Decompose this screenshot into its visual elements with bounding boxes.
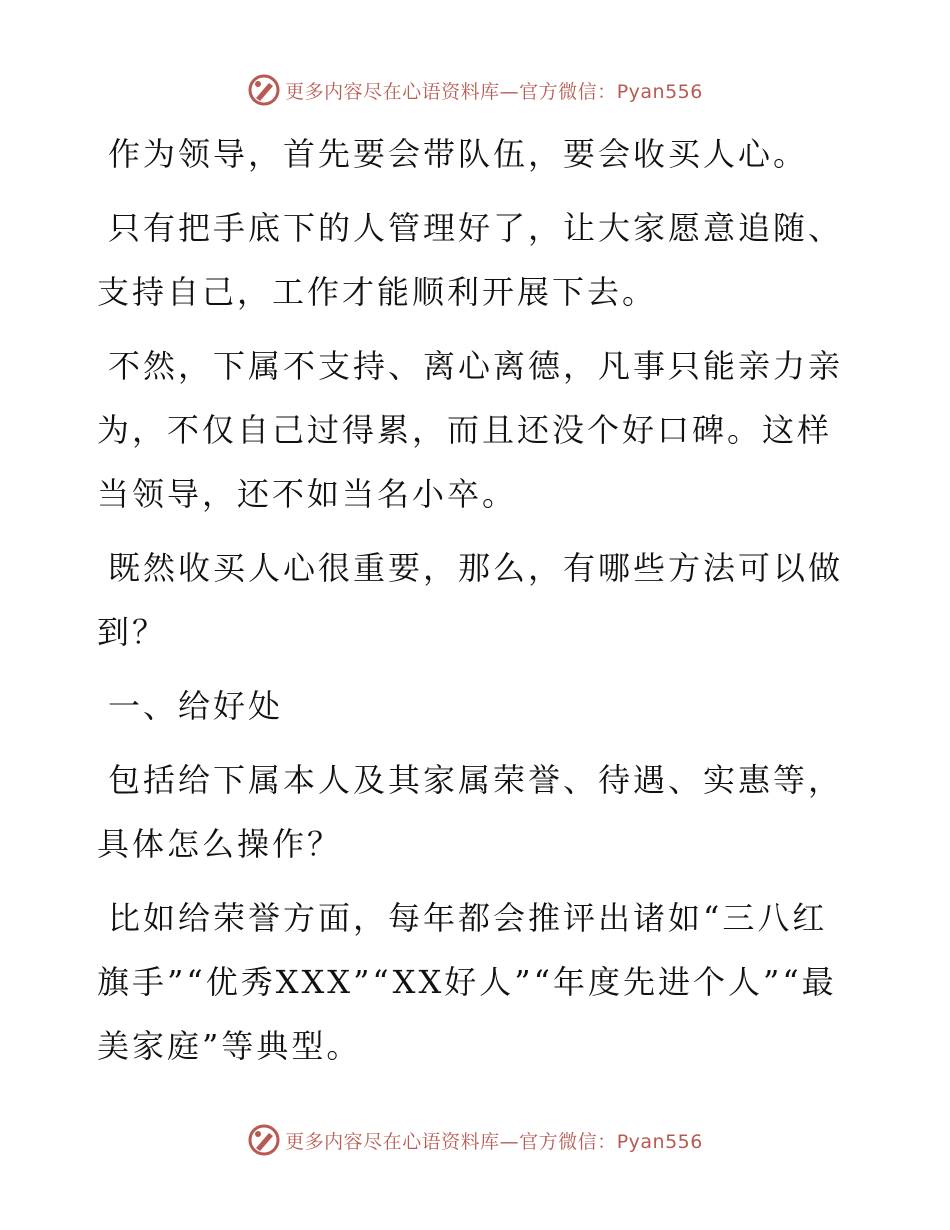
watermark-brand: 更多内容尽在心语资料库 [285,80,500,103]
pen-logo-icon [247,73,281,107]
paragraph: 比如给荣誉方面，每年都会推评出诸如“三八红旗手”“优秀XXX”“XX好人”“年度先进个人”“最美家庭”等典型。 [97,899,837,1065]
paragraph: 作为领导，首先要会带队伍，要会收买人心。 [108,135,809,173]
watermark-separator: — [499,80,520,103]
paragraph: 只有把手底下的人管理好了，让大家愿意追随、支持自己，工作才能顺利开展下去。 [97,209,844,311]
paragraph: 不然，下属不支持、离心离德，凡事只能亲力亲为，不仅自己过得累，而且还没个好口碑。这样当领导，还不如当名小卒。 [97,347,844,513]
watermark-separator: — [499,1130,520,1153]
watermark-text [285,1127,703,1154]
watermark-wechat-label: 官方微信： [519,80,617,103]
document-body [97,122,857,1088]
section-heading: 一、给好处 [108,687,284,725]
pen-logo-icon [247,1123,281,1157]
paragraph: 既然收买人心很重要，那么，有哪些方法可以做到？ [97,549,844,651]
header-watermark [0,70,950,110]
watermark-text [285,77,703,104]
watermark-wechat-label: 官方微信： [519,1130,617,1153]
watermark-wechat-id: Pyan556 [616,1130,703,1153]
paragraph: 包括给下属本人及其家属荣誉、待遇、实惠等，具体怎么操作？ [97,761,844,863]
watermark-wechat-id: Pyan556 [616,80,703,103]
footer-watermark [0,1120,950,1160]
watermark-brand: 更多内容尽在心语资料库 [285,1130,500,1153]
